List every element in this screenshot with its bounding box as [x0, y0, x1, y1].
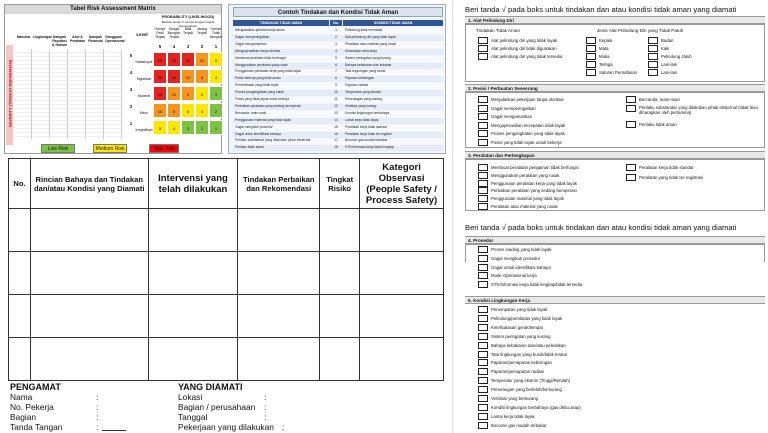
- risk-matrix-cell: 4: [195, 103, 209, 118]
- procedure-item-checkbox[interactable]: [478, 264, 488, 271]
- observation-table: [8, 158, 444, 381]
- colon: :: [282, 422, 285, 432]
- table-row: [9, 295, 444, 338]
- equipment-item-label: Perbaikan peralatan yang sedang beroperasi: [491, 188, 577, 194]
- company-label: Bagian / perusahaan: [178, 402, 256, 412]
- observed-title: YANG DIAMATI: [178, 382, 243, 392]
- level-column-header: Level: [136, 32, 148, 37]
- probability-number: 1: [214, 44, 218, 49]
- environment-item-label: Temperatur yang ekstrim (Tinggi/Rendah): [491, 378, 571, 384]
- unsafe-condition-item: Tata lingkungan yang buruk: [345, 69, 386, 74]
- unsafe-act-item: Gagal untuk identifikasi bahaya: [235, 131, 281, 136]
- risk-matrix-cell: 16: [167, 69, 181, 84]
- ppe-type-label: Saluran Pernafasan: [599, 70, 637, 75]
- level-name: Moderat: [137, 94, 151, 98]
- risk-matrix-cell: 15: [181, 52, 195, 67]
- ppe-unsafe-act-checkbox[interactable]: [478, 37, 488, 44]
- ppe-type-label: Kepala: [599, 38, 613, 43]
- risk-matrix-cell: 15: [153, 86, 167, 101]
- section-environment-title: 5. Kondisi Lingkungan Kerja: [465, 296, 765, 304]
- ppe-unsafe-act-label: Alat pelindung diri tidak digunakan: [491, 46, 557, 51]
- risk-matrix-cell: 2: [209, 103, 223, 118]
- unsafe-act-item: Penggunaan material yang tidak layak: [235, 117, 291, 122]
- environment-item-checkbox[interactable]: [478, 422, 488, 429]
- example-number: 12: [334, 103, 338, 108]
- severity-description: [51, 49, 68, 139]
- environment-item-checkbox[interactable]: [478, 306, 488, 313]
- table-cell[interactable]: [360, 338, 444, 381]
- environment-item-label: Ventilasi yang berkurang: [491, 396, 539, 401]
- table-cell[interactable]: [238, 252, 320, 295]
- table-cell[interactable]: [320, 338, 360, 381]
- environment-item-checkbox[interactable]: [478, 333, 488, 340]
- table-cell[interactable]: [148, 209, 238, 252]
- equipment-item-extra-label: Peralatan kerja tidak standar: [639, 165, 694, 170]
- severity-column-header: Lingkungan: [33, 35, 53, 39]
- unsafe-condition-item: Ventilasi yang kurang: [345, 103, 377, 108]
- example-number: 8: [335, 76, 337, 81]
- colon: :: [264, 402, 267, 412]
- example-number: 10: [334, 90, 338, 95]
- risk-matrix-cell: 6: [181, 103, 195, 118]
- severity-description: [15, 49, 32, 139]
- unsafe-condition-item: Kondisi lingkungan berbahaya: [345, 110, 390, 115]
- environment-item-label: Bocoran gas mudah terbakar: [491, 422, 547, 428]
- unsafe-examples-title: Contoh Tindakan dan Kondisi Tidak Aman: [233, 7, 443, 17]
- procedure-item-label: Gagal mengikuti prosedur: [491, 255, 541, 261]
- risk-matrix-panel: [4, 4, 222, 154]
- table-cell[interactable]: [9, 252, 31, 295]
- person-act-extra-checkbox[interactable]: [626, 121, 636, 128]
- severity-label-bar: [6, 45, 13, 145]
- unsafe-act-item: Proses pengangkatan yang salah: [235, 90, 284, 95]
- environment-item-label: Paparan/pemaparan kebisingan: [491, 360, 552, 366]
- unsafe-act-item: Perbaikan peralatan yang sedang beroperasi: [235, 103, 301, 108]
- procedure-item-label: Mode Operasional kerja: [491, 273, 537, 279]
- level-number: 2: [129, 104, 133, 109]
- table-cell[interactable]: [148, 295, 238, 338]
- header-no: No.: [9, 159, 31, 209]
- form2-instruction: Beri tanda √ pada boks untuk tindakan dan atau kondisi tidak aman yang diamati: [465, 223, 737, 232]
- person-act-extra-label: Perilaku substandar yang dilakukan pihak eksternal (tidak bisa diharapkan oleh pertamina): [639, 105, 758, 115]
- equipment-item-label: Menggunakan peralatan yang rusak: [491, 172, 560, 178]
- environment-item-checkbox[interactable]: [478, 404, 488, 411]
- ppe-type-checkbox[interactable]: [586, 61, 596, 68]
- level-number: 1: [129, 121, 133, 126]
- unsafe-condition-item: Peralatan kerja tidak standar: [345, 124, 387, 129]
- environment-item-checkbox[interactable]: [478, 413, 488, 420]
- ppe-type-label: Telinga: [599, 62, 613, 67]
- colon: :: [96, 392, 99, 402]
- equipment-item-checkbox[interactable]: [478, 203, 488, 210]
- severity-column-header: Dampak Reputasi & Hukum: [52, 35, 67, 47]
- unsafe-act-item: Perilaku substandar yang dilakukan pihak eksternal: [235, 138, 311, 143]
- ppe-unsafe-act-checkbox[interactable]: [478, 53, 488, 60]
- equipment-item-checkbox[interactable]: [478, 172, 488, 179]
- risk-matrix-cell: 1: [209, 120, 223, 135]
- unsafe-condition-item: Temperatur yang ekstrim: [345, 90, 382, 95]
- unsafe-condition-item: Penerangan yang kurang: [345, 97, 383, 101]
- procedure-item-checkbox[interactable]: [478, 281, 488, 288]
- unsafe-conditions-header: KONDISI TIDAK AMAN: [343, 20, 443, 26]
- date-label: Tanggal: [178, 412, 208, 422]
- ppe-type-checkbox[interactable]: [648, 45, 658, 52]
- unsafe-act-item: Gagal memperingatkan: [235, 34, 270, 39]
- table-row: [9, 209, 444, 252]
- example-number: 9: [335, 83, 337, 88]
- equipment-item-checkbox[interactable]: [478, 195, 488, 202]
- unsafe-condition-item: Kesesakan area kerja: [345, 48, 377, 53]
- equipment-item-extra-label: Peralatan yang tidak ter-registrasi: [639, 175, 704, 180]
- risk-matrix-cell: 10: [153, 103, 167, 118]
- example-number: 13: [334, 110, 338, 115]
- risk-matrix-cell: 6: [195, 86, 209, 101]
- severity-description: [33, 49, 50, 139]
- probability-header: PROBABILITY (LIKELIHOOD): [161, 15, 215, 19]
- ppe-type-checkbox[interactable]: [648, 37, 658, 44]
- section-procedure-title: 4. Prosedur: [465, 236, 765, 244]
- environment-item-checkbox[interactable]: [478, 377, 488, 384]
- table-cell[interactable]: [30, 295, 148, 338]
- environment-item-checkbox[interactable]: [478, 395, 488, 402]
- severity-label: SEVERITY (TINGKAT KEPARAHAN): [7, 59, 13, 128]
- procedure-item-label: Gagal untuk identifikasi bahaya: [491, 264, 551, 270]
- unsafe-act-item: Perilaku tidak aman: [235, 145, 264, 150]
- procedure-item-checkbox[interactable]: [478, 272, 488, 279]
- risk-matrix-cell: 12: [167, 86, 181, 101]
- ppe-unsafe-act-checkbox[interactable]: [478, 45, 488, 52]
- unsafe-act-item: Posisi bekerja yang tidak aman: [235, 76, 281, 81]
- unsafe-number-header: No.: [330, 20, 342, 26]
- ppe-type-label: Lain-lain: [661, 62, 678, 67]
- legend-high: High Risk: [149, 144, 179, 153]
- severity-column-header: Manusia: [16, 35, 31, 39]
- colon: :: [264, 392, 267, 402]
- unsafe-act-item: Bercanda, main-main: [235, 110, 267, 115]
- equipment-item-label: Peralatan atau material yang rusak: [491, 204, 558, 209]
- ppe-type-checkbox[interactable]: [648, 69, 658, 76]
- environment-item-checkbox[interactable]: [478, 315, 488, 322]
- level-number: 3: [129, 87, 133, 92]
- environment-item-label: Paparan/pemaparan radiasi: [491, 369, 545, 375]
- legend-low: Low Risk: [41, 144, 75, 153]
- table-cell[interactable]: [9, 209, 31, 252]
- ppe-type-label: Mata: [599, 46, 609, 51]
- probability-column-header: Sangat Mungkin Terjadi: [167, 27, 181, 39]
- observer-title: PENGAMAT: [10, 382, 61, 392]
- example-number: 5: [335, 55, 337, 60]
- person-act-checkbox[interactable]: [478, 122, 488, 129]
- person-act-checkbox[interactable]: [478, 130, 488, 137]
- observer-name-label: Nama: [10, 392, 33, 402]
- unsafe-act-item: Mengabaikan perintah kerja aman: [235, 28, 285, 32]
- header-intervention: Intervensi yang telah dilakukan: [148, 159, 238, 209]
- colon: :: [264, 412, 267, 422]
- risk-matrix-cell: 3: [181, 120, 195, 135]
- table-row: [9, 338, 444, 381]
- unsafe-act-item: Menggunakan peralatan yang rusak: [235, 62, 288, 67]
- unsafe-condition-item: Bocoran gas mudah terbakar: [345, 138, 388, 143]
- risk-matrix-cell: 8: [195, 69, 209, 84]
- probability-column-header: Hampir Tidak Mungkin: [209, 27, 223, 39]
- equipment-item-checkbox[interactable]: [478, 164, 488, 171]
- unsafe-condition-item: Alat pelindung diri yang tidak layak: [345, 34, 396, 39]
- signature-line[interactable]: [102, 430, 126, 431]
- example-number: 17: [334, 138, 338, 143]
- example-number: 7: [335, 69, 337, 74]
- page-divider: [452, 0, 453, 433]
- risk-matrix-cell: 5: [209, 52, 223, 67]
- unsafe-condition-item: Paparan kebisingan: [345, 76, 375, 81]
- legend-medium: Medium Risk: [93, 144, 127, 153]
- example-number: 4: [335, 48, 337, 53]
- section-ppe-title: 1. Alat Pelindung Diri: [465, 16, 765, 24]
- severity-description: [69, 49, 86, 139]
- observation-table-header: [9, 159, 444, 209]
- unsafe-condition-item: Peralatan kerja tidak ter-register: [345, 131, 392, 136]
- colon: :: [96, 402, 99, 412]
- example-number: 14: [334, 117, 338, 122]
- person-act-label: Proses pengangkatan yang tidak layak: [491, 131, 565, 136]
- header-hazard-details: Rincian Bahaya dan Tindakan dan/atau Kondisi yang Diamati: [30, 159, 148, 209]
- unsafe-acts-header: TINDAKAN TIDAK AMAN: [233, 20, 329, 26]
- observer-worker-number-label: No. Pekerja: [10, 402, 54, 412]
- table-cell[interactable]: [30, 338, 148, 381]
- risk-matrix-cell: 4: [209, 69, 223, 84]
- observer-department-label: Bagian: [10, 412, 37, 422]
- person-act-checkbox[interactable]: [478, 105, 488, 112]
- header-risk-level: Tingkat Risiko: [320, 159, 360, 209]
- unsafe-condition-item: Peralatan atau material yang rusak: [345, 41, 397, 46]
- table-row: [9, 252, 444, 295]
- equipment-item-checkbox[interactable]: [478, 180, 488, 187]
- person-act-checkbox[interactable]: [478, 113, 488, 120]
- equipment-item-extra-checkbox[interactable]: [626, 164, 636, 171]
- table-cell[interactable]: [360, 209, 444, 252]
- ppe-type-checkbox[interactable]: [586, 45, 596, 52]
- unsafe-examples-panel: [228, 4, 446, 154]
- severity-column-header: Dampak Finansial: [88, 35, 103, 43]
- unsafe-condition-item: Bahaya kebakaran dan ledakan: [345, 62, 392, 67]
- ppe-type-label: Badan: [661, 38, 674, 43]
- ppe-type-label: Kaki: [661, 46, 670, 51]
- ppe-type-label: Muka: [599, 54, 610, 59]
- example-number: 11: [334, 97, 338, 101]
- table-cell[interactable]: [320, 252, 360, 295]
- equipment-item-checkbox[interactable]: [478, 187, 488, 194]
- procedure-item-label: STK/Informasi kerja tidak lengkap/tidak tersedia: [491, 282, 582, 288]
- environment-item-checkbox[interactable]: [478, 351, 488, 358]
- probability-number: 3: [186, 44, 190, 49]
- environment-item-label: Keterbatasan gerak/tempat: [491, 324, 543, 330]
- example-number: 18: [334, 145, 338, 150]
- probability-number: 2: [200, 44, 204, 49]
- unsafe-act-item: Penggunaan peralatan kerja yang tidak layak: [235, 69, 301, 74]
- table-cell[interactable]: [238, 209, 320, 252]
- ppe-type-checkbox[interactable]: [586, 53, 596, 60]
- environment-item-checkbox[interactable]: [478, 359, 488, 366]
- observer-signature-label: Tanda Tangan: [10, 422, 63, 432]
- ppe-type-checkbox[interactable]: [648, 61, 658, 68]
- unsafe-act-item: Gagal mengamankan: [235, 41, 267, 46]
- section-equipment-title: 3. Peralatan dan Perlengkapan: [465, 151, 765, 159]
- ppe-type-checkbox[interactable]: [648, 53, 658, 60]
- ppe-unsafe-acts-heading: Tindakan Tidak Aman: [476, 28, 521, 33]
- table-cell[interactable]: [360, 295, 444, 338]
- table-cell[interactable]: [30, 209, 148, 252]
- risk-matrix-cell: 3: [209, 86, 223, 101]
- severity-column-header: Aset & Peralatan: [69, 35, 86, 43]
- probability-number: 4: [172, 44, 176, 49]
- unsafe-act-item: Posisi yang tidak layak untuk bekerja: [235, 97, 290, 101]
- table-cell[interactable]: [9, 295, 31, 338]
- example-number: 1: [335, 28, 337, 32]
- risk-matrix-cell: 20: [153, 69, 167, 84]
- person-act-extra-label: Perilaku tidak aman: [639, 122, 677, 127]
- risk-matrix-cell: 4: [167, 120, 181, 135]
- probability-number: 5: [158, 44, 162, 49]
- person-act-label: Mengoperasikan kecepatan tidak layak: [491, 122, 566, 128]
- person-act-label: Gagal memperingatkan: [491, 105, 536, 111]
- ppe-unsafe-act-label: Alat pelindung diri yang tidak layak: [491, 38, 558, 43]
- colon: :: [96, 412, 99, 422]
- person-act-extra-label: Bercanda, main-main: [639, 97, 680, 102]
- probability-column-header: Bisa Terjadi: [183, 27, 193, 35]
- work-done-label: Pekerjaan yang dilakukan: [178, 422, 274, 432]
- unsafe-act-item: Membuat peralatan tidak berfungsi: [235, 55, 286, 60]
- environment-item-checkbox[interactable]: [478, 386, 488, 393]
- environment-item-checkbox[interactable]: [478, 324, 488, 331]
- procedure-item-label: Proses loading yang tidak layak: [491, 247, 552, 252]
- section-person-title: 2. Posisi / Perbuatan Seseorang: [465, 84, 765, 92]
- risk-matrix-cell: 9: [181, 86, 195, 101]
- ppe-types-heading: Jenis Alat Pelindung Diri yang Tidak Patuh: [597, 28, 684, 33]
- severity-description: [105, 49, 122, 139]
- person-act-label: Posisi yang tidak layak untuk bekerja: [491, 139, 562, 145]
- risk-matrix-cell: 12: [181, 69, 195, 84]
- risk-matrix-cell: 20: [167, 52, 181, 67]
- level-number: 4: [129, 70, 133, 75]
- colon: :: [96, 422, 99, 432]
- table-cell[interactable]: [320, 209, 360, 252]
- environment-item-label: Penempatan yang tidak layak: [491, 307, 548, 312]
- table-cell[interactable]: [30, 252, 148, 295]
- ppe-type-label: Lain-lain: [661, 70, 678, 75]
- risk-matrix-cell: 5: [153, 120, 167, 135]
- equipment-item-label: Penggunaan material yang tidak layak: [491, 196, 564, 202]
- table-cell[interactable]: [9, 338, 31, 381]
- table-cell[interactable]: [238, 338, 320, 381]
- person-act-label: Menjalankan pekerjaan tanpa otoritasi: [491, 97, 564, 102]
- environment-item-checkbox[interactable]: [478, 368, 488, 375]
- level-name: Insignifikan: [135, 128, 153, 132]
- person-act-checkbox[interactable]: [478, 96, 488, 103]
- environment-item-label: Lantai kerja tidak layak: [491, 413, 535, 419]
- ppe-unsafe-act-label: Alat pelindung diri yang tidak tersedia: [491, 54, 563, 59]
- environment-item-label: Sistem peringatan yang kurang: [491, 333, 551, 339]
- probability-column-header: Jarang Terjadi: [196, 27, 208, 35]
- unsafe-condition-item: STK/informasi kerja tidak lengkap: [345, 145, 395, 150]
- table-cell[interactable]: [360, 252, 444, 295]
- unsafe-condition-item: Pelindung tidak memadai: [345, 28, 383, 32]
- unsafe-act-item: Gagal mengikuti prosedur: [235, 124, 273, 129]
- location-label: Lokasi: [178, 392, 203, 402]
- unsafe-condition-item: Paparan radiasi: [345, 83, 369, 88]
- risk-matrix-title: Tabel Risk Assessment Matrix: [5, 5, 221, 14]
- environment-item-label: Kondisi lingkungan berbahaya (gas,debu,asap): [491, 404, 581, 410]
- environment-item-label: Pelindung/pembatas yang tidak layak: [491, 315, 563, 321]
- equipment-item-label: Membuat peralatan pengaman tidak berfungsi: [491, 165, 579, 170]
- table-cell[interactable]: [148, 252, 238, 295]
- ppe-type-checkbox[interactable]: [586, 37, 596, 44]
- procedure-item-checkbox[interactable]: [478, 246, 488, 253]
- unsafe-condition-item: Lantai kerja tidak layak: [345, 117, 379, 122]
- probability-subheader: Berikan tanda 'X' sesuai dengan tingkat kemungkinan: [161, 20, 215, 28]
- severity-column-header: Gangguan Operasional: [105, 35, 125, 43]
- risk-matrix-cell: 8: [167, 103, 181, 118]
- environment-item-label: Penerangan yang berlebih/berkurang: [491, 387, 562, 393]
- example-number: 15: [334, 124, 338, 129]
- ppe-type-label: Pelindung Jatuh: [661, 54, 692, 59]
- unsafe-condition-item: Sistem peringatan yang kurang: [345, 55, 391, 60]
- example-number: 2: [335, 34, 337, 39]
- unsafe-act-item: Pemeriksaan yang tidak tepat: [235, 83, 279, 88]
- environment-item-checkbox[interactable]: [478, 342, 488, 349]
- header-corrective-action: Tindakan Perbaikan dan Rekomendasi: [238, 159, 320, 209]
- person-act-checkbox[interactable]: [478, 139, 488, 146]
- table-cell[interactable]: [320, 295, 360, 338]
- level-name: Minor: [139, 111, 149, 115]
- environment-item-label: Tata lingkungan yang buruk/tidak teratur: [491, 351, 568, 357]
- level-name: Signifikan: [136, 77, 152, 81]
- equipment-item-label: Penggunaan peralatan kerja yang tidak layak: [491, 180, 577, 186]
- person-act-label: Gagal mengamankan: [491, 114, 533, 119]
- level-name: Katastropik: [135, 60, 153, 64]
- ppe-type-checkbox[interactable]: [586, 69, 596, 76]
- person-act-extra-checkbox[interactable]: [626, 96, 636, 103]
- example-number: 16: [334, 131, 338, 136]
- risk-matrix-cell: 10: [195, 52, 209, 67]
- table-cell[interactable]: [238, 295, 320, 338]
- unsafe-act-item: Mengoperasikan tanpa otoritas: [235, 48, 281, 53]
- equipment-item-extra-checkbox[interactable]: [626, 174, 636, 181]
- example-number: 3: [335, 41, 337, 46]
- procedure-item-checkbox[interactable]: [478, 255, 488, 262]
- table-cell[interactable]: [148, 338, 238, 381]
- environment-item-label: Bahaya kebakaran dan/atau peledakan: [491, 342, 566, 348]
- risk-matrix-cell: 2: [195, 120, 209, 135]
- form1-instruction: Beri tanda √ pada boks untuk tindakan dan atau kondisi tidak aman yang diamati: [465, 5, 737, 14]
- probability-column-header: Hampir Pasti Terjadi: [154, 27, 166, 39]
- severity-description: [87, 49, 104, 139]
- example-number: 6: [335, 62, 337, 67]
- header-observation-category: Kategori Observasi (People Safety / Process Safety): [360, 159, 444, 209]
- level-number: 5: [129, 53, 133, 58]
- risk-matrix-cell: 25: [153, 52, 167, 67]
- person-act-extra-checkbox[interactable]: [626, 105, 636, 112]
